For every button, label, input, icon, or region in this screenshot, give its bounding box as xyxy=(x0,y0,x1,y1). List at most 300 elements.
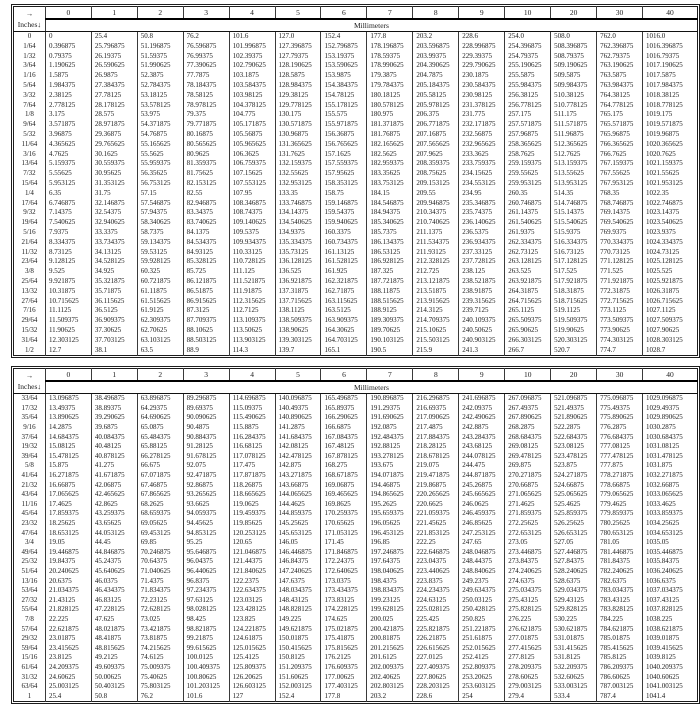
column-header: 7 xyxy=(367,7,413,20)
mm-value-cell: 532.209375 xyxy=(551,663,597,673)
mm-value-cell: 71.040625 xyxy=(137,567,183,577)
mm-value-cell: 150.8125 xyxy=(275,653,321,663)
mm-value-cell: 106.759375 xyxy=(229,159,275,169)
mm-value-cell: 1024.73125 xyxy=(643,248,698,258)
mm-value-cell: 125.015625 xyxy=(229,644,275,654)
mm-value-cell: 1019.175 xyxy=(643,110,698,120)
mm-value-cell: 84.93125 xyxy=(183,248,229,258)
mm-value-cell: 1037.828125 xyxy=(643,605,698,615)
mm-value-cell: 171.45 xyxy=(321,538,367,548)
table-row xyxy=(14,644,698,654)
mm-value-cell: 87.3125 xyxy=(183,306,229,316)
mm-value-cell: 177.00625 xyxy=(321,673,367,683)
mm-value-cell: 25.4 xyxy=(91,32,137,42)
mm-value-cell: 128.190625 xyxy=(275,61,321,71)
mm-value-cell: 203.2 xyxy=(413,32,459,42)
mm-value-cell: 531.8125 xyxy=(551,653,597,663)
mm-value-cell: 264.715625 xyxy=(505,297,551,307)
mm-value-cell: 191.29375 xyxy=(367,404,413,414)
table-row xyxy=(14,32,698,42)
mm-value-cell: 509.984375 xyxy=(551,81,597,91)
mm-value-cell: 207.16875 xyxy=(413,130,459,140)
mm-value-cell: 139.7 xyxy=(275,346,321,356)
mm-value-cell: 62.70625 xyxy=(137,326,183,336)
mm-value-cell: 278.209375 xyxy=(505,663,551,673)
mm-value-cell: 223.8375 xyxy=(413,577,459,587)
mm-value-cell: 51.196875 xyxy=(137,42,183,52)
mm-value-cell: 1022.746875 xyxy=(643,199,698,209)
fraction-label: 5/32 xyxy=(23,129,36,138)
mm-value-cell: 42.465625 xyxy=(91,490,137,500)
mm-value-cell: 17.859375 xyxy=(45,509,91,519)
mm-value-cell: 513.953125 xyxy=(551,179,597,189)
fraction-label: 1/16 xyxy=(23,71,36,80)
mm-value-cell: 102.790625 xyxy=(229,61,275,71)
table-row xyxy=(14,110,698,120)
table-row xyxy=(14,267,698,277)
mm-value-cell: 77.390625 xyxy=(183,61,229,71)
mm-value-cell: 6.35 xyxy=(45,189,91,199)
table-row xyxy=(14,101,698,111)
mm-value-cell: 2.38125 xyxy=(45,91,91,101)
mm-value-cell: 216.296875 xyxy=(413,394,459,404)
column-header: 4 xyxy=(229,369,275,382)
mm-value-cell: 107.553125 xyxy=(229,179,275,189)
mm-value-cell: 116.284375 xyxy=(229,433,275,443)
inches-label: Inches↓ xyxy=(17,382,42,392)
fraction-label: 9/16 xyxy=(23,423,36,432)
mm-value-cell: 239.315625 xyxy=(459,297,505,307)
mm-value-cell: 117.078125 xyxy=(229,452,275,462)
mm-value-cell: 532.60625 xyxy=(551,673,597,683)
fraction-label: 51/64 xyxy=(21,566,38,575)
corner-cell xyxy=(14,7,46,32)
mm-value-cell: 13.096875 xyxy=(45,394,91,404)
mm-value-cell: 155.575 xyxy=(321,110,367,120)
mm-value-cell: 238.125 xyxy=(459,267,505,277)
fraction-label: 27/64 xyxy=(21,296,38,305)
mm-value-cell: 49.2125 xyxy=(91,653,137,663)
mm-value-cell: 217.090625 xyxy=(413,413,459,423)
mm-value-cell: 1018.778125 xyxy=(643,101,698,111)
mm-value-cell: 234.95 xyxy=(459,189,505,199)
mm-value-cell: 211.93125 xyxy=(413,248,459,258)
mm-value-cell: 785.8125 xyxy=(597,653,643,663)
table-row xyxy=(14,481,698,491)
mm-value-cell: 250.428125 xyxy=(459,605,505,615)
mm-value-cell: 1037.43125 xyxy=(643,596,698,606)
mm-value-cell: 3.175 xyxy=(45,110,91,120)
mm-value-cell: 55.959375 xyxy=(137,159,183,169)
table-row xyxy=(14,179,698,189)
mm-value-cell: 169.06875 xyxy=(321,481,367,491)
mm-value-cell: 240.50625 xyxy=(459,326,505,336)
mm-value-cell: 226.615625 xyxy=(413,644,459,654)
mm-value-cell: 244.078125 xyxy=(459,452,505,462)
mm-value-cell: 223.04375 xyxy=(413,557,459,567)
mm-value-cell: 161.13125 xyxy=(321,248,367,258)
mm-value-cell: 276.225 xyxy=(505,615,551,625)
mm-value-cell: 153.590625 xyxy=(321,61,367,71)
table-row xyxy=(14,423,698,433)
mm-value-cell: 225.425 xyxy=(413,615,459,625)
mm-value-cell: 30.559375 xyxy=(91,159,137,169)
mm-value-cell: 60.721875 xyxy=(137,277,183,287)
mm-value-cell: 769.540625 xyxy=(597,218,643,228)
mm-value-cell: 15.875 xyxy=(45,461,91,471)
inches-to-mm-table-lower xyxy=(13,368,698,702)
mm-value-cell: 781.84375 xyxy=(597,557,643,567)
fraction-label: 7/32 xyxy=(23,169,36,178)
mm-value-cell: 179.784375 xyxy=(367,81,413,91)
mm-value-cell: 221.45625 xyxy=(413,519,459,529)
mm-value-cell: 1030.2875 xyxy=(643,423,698,433)
mm-value-cell: 279.003125 xyxy=(505,682,551,692)
mm-value-cell: 44.053125 xyxy=(91,529,137,539)
mm-value-cell: 51.59375 xyxy=(137,52,183,62)
mm-value-cell: 768.746875 xyxy=(597,199,643,209)
mm-value-cell: 158.75 xyxy=(321,189,367,199)
mm-value-cell: 137.31875 xyxy=(275,287,321,297)
mm-value-cell: 123.03125 xyxy=(229,596,275,606)
mm-value-cell: 137.715625 xyxy=(275,297,321,307)
mm-value-cell: 276.621875 xyxy=(505,625,551,635)
mm-value-cell: 277.8125 xyxy=(505,653,551,663)
mm-value-cell: 100.80625 xyxy=(183,673,229,683)
mm-value-cell: 142.08125 xyxy=(275,442,321,452)
mm-value-cell: 213.51875 xyxy=(413,287,459,297)
mm-value-cell: 19.446875 xyxy=(45,548,91,558)
mm-value-cell: 782.6375 xyxy=(597,577,643,587)
mm-value-cell: 262.334375 xyxy=(505,238,551,248)
table-row xyxy=(14,490,698,500)
mm-value-cell: 182.5625 xyxy=(367,150,413,160)
mm-value-cell: 15.08125 xyxy=(45,442,91,452)
fraction-label: 49/64 xyxy=(21,547,38,556)
mm-value-cell: 254.396875 xyxy=(505,42,551,52)
mm-value-cell: 144.859375 xyxy=(275,509,321,519)
fraction-label: 7/64 xyxy=(23,100,36,109)
mm-value-cell: 511.571875 xyxy=(551,120,597,130)
fraction-label: 39/64 xyxy=(21,451,38,460)
mm-value-cell: 148.43125 xyxy=(275,596,321,606)
mm-value-cell: 228.6 xyxy=(413,692,459,702)
mm-value-cell: 126.603125 xyxy=(229,682,275,692)
mm-value-cell: 511.175 xyxy=(551,110,597,120)
mm-value-cell: 183.35625 xyxy=(367,169,413,179)
mm-value-cell: 97.63125 xyxy=(183,596,229,606)
mm-value-cell: 114.3 xyxy=(229,346,275,356)
mm-value-cell: 80.565625 xyxy=(183,140,229,150)
mm-value-cell: 118.665625 xyxy=(229,490,275,500)
mm-value-cell: 41.671875 xyxy=(91,471,137,481)
mm-value-cell: 1.190625 xyxy=(45,61,91,71)
mm-value-cell: 206.771875 xyxy=(413,120,459,130)
mm-value-cell: 190.103125 xyxy=(367,336,413,346)
mm-value-cell: 517.128125 xyxy=(551,257,597,267)
table-row xyxy=(14,120,698,130)
mm-value-cell: 766.365625 xyxy=(597,140,643,150)
mm-value-cell: 63.103125 xyxy=(137,336,183,346)
mm-value-cell: 152.4 xyxy=(321,32,367,42)
mm-value-cell: 131.365625 xyxy=(275,140,321,150)
mm-value-cell: 521.49375 xyxy=(551,404,597,414)
mm-value-cell: 69.05625 xyxy=(137,519,183,529)
mm-value-cell: 29.36875 xyxy=(91,130,137,140)
mm-value-cell: 767.159375 xyxy=(597,159,643,169)
mm-value-cell: 207.9625 xyxy=(413,150,459,160)
mm-value-cell: 94.853125 xyxy=(183,529,229,539)
mm-value-cell: 154.78125 xyxy=(321,91,367,101)
mm-value-cell: 192.88125 xyxy=(367,442,413,452)
mm-value-cell: 97.234375 xyxy=(183,586,229,596)
mm-value-cell: 275.828125 xyxy=(505,605,551,615)
table-row xyxy=(14,452,698,462)
mm-value-cell: 231.775 xyxy=(459,110,505,120)
mm-value-cell: 275.43125 xyxy=(505,596,551,606)
fraction-label: 7/16 xyxy=(23,306,36,315)
mm-value-cell: 30.95625 xyxy=(91,169,137,179)
mm-value-cell: 39.6875 xyxy=(91,423,137,433)
mm-value-cell: 256.38125 xyxy=(505,91,551,101)
mm-value-cell: 163.909375 xyxy=(321,316,367,326)
fraction-label: 15/32 xyxy=(21,325,38,334)
mm-value-cell: 82.55 xyxy=(183,189,229,199)
mm-value-cell: 123.428125 xyxy=(229,605,275,615)
mm-value-cell: 508.79375 xyxy=(551,52,597,62)
mm-value-cell: 241.696875 xyxy=(459,394,505,404)
corner-cell xyxy=(14,369,46,394)
mm-value-cell: 248.046875 xyxy=(459,548,505,558)
mm-value-cell: 18.25625 xyxy=(45,519,91,529)
millimeters-label: Millimeters xyxy=(45,381,697,394)
mm-value-cell: 520.7 xyxy=(551,346,597,356)
mm-value-cell: 215.9 xyxy=(413,346,459,356)
mm-value-cell: 52.3875 xyxy=(137,71,183,81)
mm-value-cell: 514.746875 xyxy=(551,199,597,209)
mm-value-cell: 13.890625 xyxy=(45,413,91,423)
upper-table-header xyxy=(14,7,698,32)
mm-value-cell: 105.171875 xyxy=(229,120,275,130)
mm-value-cell: 226.21875 xyxy=(413,634,459,644)
mm-value-cell: 256.778125 xyxy=(505,101,551,111)
mm-value-cell: 1025.921875 xyxy=(643,277,698,287)
mm-value-cell: 769.14375 xyxy=(597,208,643,218)
mm-value-cell: 198.040625 xyxy=(367,567,413,577)
mm-value-cell: 176.609375 xyxy=(321,663,367,673)
arrow-right-icon: → xyxy=(25,371,34,381)
millimeters-label: Millimeters xyxy=(45,19,697,32)
mm-value-cell: 773.90625 xyxy=(597,326,643,336)
mm-value-cell: 1029.096875 xyxy=(643,394,698,404)
mm-value-cell: 52.784375 xyxy=(137,81,183,91)
mm-value-cell: 270.271875 xyxy=(505,471,551,481)
mm-value-cell: 772.715625 xyxy=(597,297,643,307)
mm-value-cell: 159.146875 xyxy=(321,199,367,209)
fraction-label: 3/4 xyxy=(24,538,34,547)
mm-value-cell: 255.5875 xyxy=(505,71,551,81)
mm-value-cell: 28.971875 xyxy=(91,120,137,130)
mm-value-cell: 266.7 xyxy=(505,346,551,356)
mm-value-cell: 186.53125 xyxy=(367,248,413,258)
mm-value-cell: 58.7375 xyxy=(137,228,183,238)
mm-value-cell: 229.39375 xyxy=(459,52,505,62)
mm-value-cell: 108.74375 xyxy=(229,208,275,218)
mm-value-cell: 774.303125 xyxy=(597,336,643,346)
mm-value-cell: 780.653125 xyxy=(597,529,643,539)
mm-value-cell: 27.78125 xyxy=(91,91,137,101)
mm-value-cell: 525.065625 xyxy=(551,490,597,500)
mm-value-cell: 156.765625 xyxy=(321,140,367,150)
table-row xyxy=(14,287,698,297)
mm-value-cell: 273.84375 xyxy=(505,557,551,567)
column-header-row xyxy=(14,7,698,20)
mm-value-cell: 531.415625 xyxy=(551,644,597,654)
mm-value-cell: 267.096875 xyxy=(505,394,551,404)
table-row xyxy=(14,208,698,218)
mm-value-cell: 278.60625 xyxy=(505,673,551,683)
mm-value-cell: 172.640625 xyxy=(321,567,367,577)
mm-value-cell: 203.99375 xyxy=(413,52,459,62)
column-header: 2 xyxy=(137,7,183,20)
mm-value-cell: 194.865625 xyxy=(367,490,413,500)
mm-value-cell: 1039.01875 xyxy=(643,634,698,644)
mm-value-cell: 83.740625 xyxy=(183,218,229,228)
mm-value-cell: 210.34375 xyxy=(413,208,459,218)
mm-value-cell: 215.503125 xyxy=(413,336,459,346)
mm-value-cell: 1038.621875 xyxy=(643,625,698,635)
mm-value-cell: 211.1375 xyxy=(413,228,459,238)
mm-value-cell: 260.746875 xyxy=(505,199,551,209)
table-row xyxy=(14,519,698,529)
mm-value-cell: 271.4625 xyxy=(505,500,551,510)
mm-value-cell: 20.6375 xyxy=(45,577,91,587)
mm-value-cell: 146.84375 xyxy=(275,557,321,567)
mm-value-cell: 46.83125 xyxy=(91,596,137,606)
mm-value-cell: 242.8875 xyxy=(459,423,505,433)
mm-value-cell: 254.0 xyxy=(505,32,551,42)
mm-value-cell: 40.878125 xyxy=(91,452,137,462)
mm-value-cell: 513.159375 xyxy=(551,159,597,169)
mm-value-cell: 1041.4 xyxy=(643,692,698,702)
mm-value-cell: 101.203125 xyxy=(183,682,229,692)
mm-value-cell: 240.903125 xyxy=(459,336,505,346)
mm-value-cell: 17.065625 xyxy=(45,490,91,500)
mm-value-cell: 113.109375 xyxy=(229,316,275,326)
mm-value-cell: 35.321875 xyxy=(91,277,137,287)
mm-value-cell: 125.4125 xyxy=(229,653,275,663)
column-header: 4 xyxy=(229,7,275,20)
mm-value-cell: 24.209375 xyxy=(45,663,91,673)
mm-value-cell: 7.9375 xyxy=(45,228,91,238)
mm-value-cell: 140.49375 xyxy=(275,404,321,414)
mm-value-cell: 529.034375 xyxy=(551,586,597,596)
mm-value-cell: 23.01875 xyxy=(45,634,91,644)
mm-value-cell: 1029.890625 xyxy=(643,413,698,423)
mm-value-cell: 101.6 xyxy=(183,692,229,702)
mm-value-cell: 234.15625 xyxy=(459,169,505,179)
fraction-label: 11/64 xyxy=(21,139,38,148)
mm-value-cell: 277.01875 xyxy=(505,634,551,644)
mm-value-cell: 175.41875 xyxy=(321,634,367,644)
mm-value-cell: 135.73125 xyxy=(275,248,321,258)
mm-value-cell: 93.6625 xyxy=(183,500,229,510)
mm-value-cell: 132.159375 xyxy=(275,159,321,169)
mm-value-cell: 142.875 xyxy=(275,461,321,471)
mm-value-cell: 219.86875 xyxy=(413,481,459,491)
mm-value-cell: 265.90625 xyxy=(505,326,551,336)
mm-value-cell: 46.0375 xyxy=(91,577,137,587)
table-row xyxy=(14,500,698,510)
mm-value-cell: 187.721875 xyxy=(367,277,413,287)
mm-value-cell: 529.43125 xyxy=(551,596,597,606)
mm-value-cell: 269.08125 xyxy=(505,442,551,452)
upper-table-frame xyxy=(11,4,700,358)
mm-value-cell: 127.79375 xyxy=(275,52,321,62)
mm-value-cell: 178.59375 xyxy=(367,52,413,62)
mm-value-cell: 76.99375 xyxy=(183,52,229,62)
mm-value-cell: 272.25625 xyxy=(505,519,551,529)
mm-value-cell: 86.915625 xyxy=(183,297,229,307)
mm-value-cell: 68.2625 xyxy=(137,500,183,510)
mm-value-cell: 785.01875 xyxy=(597,634,643,644)
mm-value-cell: 112.7125 xyxy=(229,306,275,316)
mm-value-cell: 0.79375 xyxy=(45,52,91,62)
mm-value-cell: 512.365625 xyxy=(551,140,597,150)
fraction-label: 7/8 xyxy=(24,614,34,623)
mm-value-cell: 253.603125 xyxy=(459,682,505,692)
mm-value-cell: 769.9375 xyxy=(597,228,643,238)
mm-value-cell: 25.796875 xyxy=(91,42,137,52)
mm-value-cell: 217.884375 xyxy=(413,433,459,443)
mm-value-cell: 1017.5875 xyxy=(643,71,698,81)
mm-value-cell: 1020.7625 xyxy=(643,150,698,160)
mm-value-cell: 266.303125 xyxy=(505,336,551,346)
mm-value-cell: 92.86875 xyxy=(183,481,229,491)
mm-value-cell: 176.2125 xyxy=(321,653,367,663)
mm-value-cell: 36.5125 xyxy=(91,306,137,316)
column-header: 9 xyxy=(459,7,505,20)
table-row xyxy=(14,277,698,287)
mm-value-cell: 200.81875 xyxy=(367,634,413,644)
table-row xyxy=(14,257,698,267)
mm-value-cell: 235.74375 xyxy=(459,208,505,218)
mm-value-cell: 242.490625 xyxy=(459,413,505,423)
table-row xyxy=(14,548,698,558)
mm-value-cell: 185.7375 xyxy=(367,228,413,238)
mm-value-cell: 770.334375 xyxy=(597,238,643,248)
mm-value-cell: 510.38125 xyxy=(551,91,597,101)
mm-value-cell: 220.6625 xyxy=(413,500,459,510)
mm-value-cell: 259.55625 xyxy=(505,169,551,179)
mm-value-cell: 177.8 xyxy=(321,692,367,702)
mm-value-cell: 224.234375 xyxy=(413,586,459,596)
mm-value-cell: 1016.79375 xyxy=(643,52,698,62)
mm-value-cell: 199.23125 xyxy=(367,596,413,606)
mm-value-cell: 165.89375 xyxy=(321,404,367,414)
mm-value-cell: 212.328125 xyxy=(413,257,459,267)
mm-value-cell: 259.159375 xyxy=(505,159,551,169)
mm-value-cell: 179.3875 xyxy=(367,71,413,81)
mm-value-cell: 146.446875 xyxy=(275,548,321,558)
mm-value-cell: 228.996875 xyxy=(459,42,505,52)
mm-value-cell: 114.696875 xyxy=(229,394,275,404)
mm-value-cell: 12.7 xyxy=(45,346,91,356)
mm-value-cell: 67.46875 xyxy=(137,481,183,491)
mm-value-cell: 11.1125 xyxy=(45,306,91,316)
mm-value-cell: 31.75 xyxy=(91,189,137,199)
mm-value-cell: 127.0 xyxy=(275,32,321,42)
